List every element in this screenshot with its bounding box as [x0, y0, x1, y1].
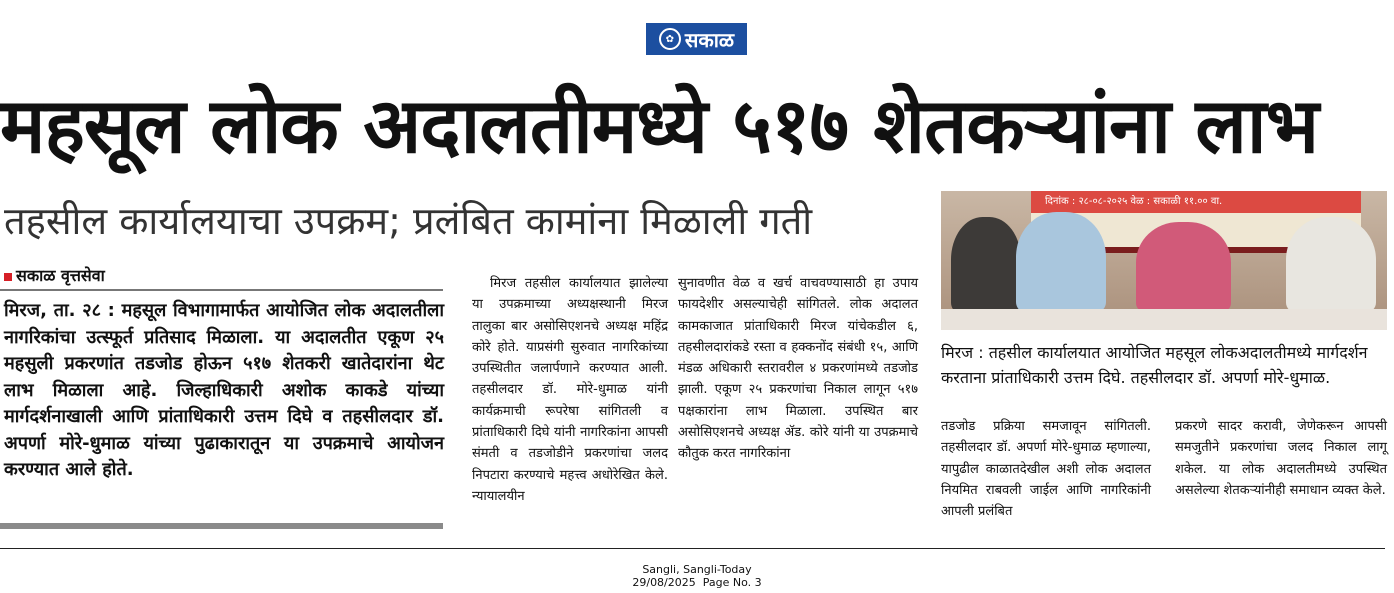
- photo-person-3: [1136, 222, 1231, 312]
- body-text-3: तडजोड प्रक्रिया समजावून सांगितली. तहसीलदार डॉ. अपर्णा मोरे-धुमाळ म्हणाल्या, यापुढील काळातदेखील अशी लोक अदालत नियमित राबवली जाईल आणि नागरिकांनी आपली प्रलंबित: [941, 419, 1151, 520]
- footer-edition: Sangli, Sangli-Today: [642, 563, 752, 576]
- event-photo: [941, 191, 1387, 330]
- logo-emblem-icon: ✿: [659, 28, 681, 50]
- byline: [4, 266, 105, 286]
- photo-person-1: [951, 217, 1021, 312]
- photo-person-4: [1286, 217, 1376, 312]
- photo-person-2: [1016, 212, 1106, 312]
- body-text-2: सुनावणीत वेळ व खर्च वाचवण्यासाठी हा उपाय फायदेशीर असल्याचेही सांगितले. लोक अदालत कामकाजात प्रांताधिकारी मिरज यांचेकडील ६, तहसीलदारांकडे रस्ता व हक्कनोंद संबंधी १५, आणि मंडळ अधिकारी स्तरावरील ४ प्रकरणांमध्ये तडजोड झाली. एकूण २५ प्रकरणांचा निकाल लागून ५१७ पक्षकारांना लाभ मिळाला. उपस्थित बार असोसिएशनचे अध्यक्ष ॲड. कोरे यांनी या उपक्रमाचे कौतुक करत नागरिकांना: [678, 276, 918, 462]
- logo-text: सकाळ: [684, 27, 735, 52]
- footer-rule: [0, 548, 1385, 549]
- byline-bullet-icon: [4, 273, 12, 281]
- subheadline: तहसील कार्यालयाचा उपक्रम; प्रलंबित कामांना मिळाली गती: [4, 199, 813, 243]
- photo-banner-text: दिनांक : २८-०८-२०२५ वेळ : सकाळी ११.०० वा.: [1031, 191, 1361, 213]
- lead-paragraph: मिरज, ता. २८ : महसूल विभागामार्फत आयोजित लोक अदालतीला नागरिकांचा उत्स्फूर्त प्रतिसाद मिळाला. या अदालतीत एकूण २५ महसुली प्रकरणांत तडजोड होऊन ५१७ शेतकरी खातेदारांना थेट लाभ मिळाला आहे. जिल्हाधिकारी अशोक काकडे यांच्या मार्गदर्शनाखाली आणि प्रांताधिकारी उत्तम दिघे व तहसीलदार डॉ. अपर्णा मोरे-धुमाळ यांच्या पुढाकारातून या उपक्रमाचे आयोजन करण्यात आले होते.: [4, 300, 444, 480]
- body-text-1: मिरज तहसील कार्यालयात झालेल्या या उपक्रमाच्या अध्यक्षस्थानी मिरज तालुका बार असोसिएशनचे अध्यक्ष महिंद्र कोरे होते. याप्रसंगी सुरुवात नागरिकांच्या उपस्थितीत जलार्पणाने करण्यात आली. तहसीलदार डॉ. मोरे-धुमाळ यांनी कार्यक्रमाची रूपरेषा सांगितली व प्रांताधिकारी दिघे यांनी नागरिकांना आपसी संमती व तडजोडीने प्रकरणांचा जलद निपटारा करण्याचे महत्त्व अधोरेखित केले. न्यायालयीन: [472, 276, 668, 504]
- lead-bottom-rule: [0, 523, 443, 529]
- photo-table: [941, 309, 1387, 330]
- body-column-4: [1175, 416, 1387, 501]
- headline: महसूल लोक अदालतीमध्ये ५१७ शेतकऱ्यांना लाभ: [0, 81, 1319, 170]
- body-column-2: [678, 273, 918, 465]
- footer-date-page: 29/08/2025 Page No. 3: [632, 576, 762, 589]
- page-footer: [0, 563, 1394, 589]
- sakal-logo: [646, 23, 747, 55]
- body-column-1: [472, 273, 668, 507]
- photo-caption: मिरज : तहसील कार्यालयात आयोजित महसूल लोकअदालतीमध्ये मार्गदर्शन करताना प्रांताधिकारी उत्तम दिघे. तहसीलदार डॉ. अपर्णा मोरे-धुमाळ.: [941, 343, 1368, 387]
- body-text-4: प्रकरणे सादर करावी, जेणेकरून आपसी समजुतीने प्रकरणांचा जलद निकाल लागू शकेल. या लोक अदालतीमध्ये उपस्थित असलेल्या शेतकऱ्यांनीही समाधान व्यक्त केले.: [1175, 419, 1387, 498]
- byline-rule: [0, 289, 443, 291]
- byline-text: सकाळ वृत्तसेवा: [16, 266, 105, 285]
- body-column-3: [941, 416, 1151, 522]
